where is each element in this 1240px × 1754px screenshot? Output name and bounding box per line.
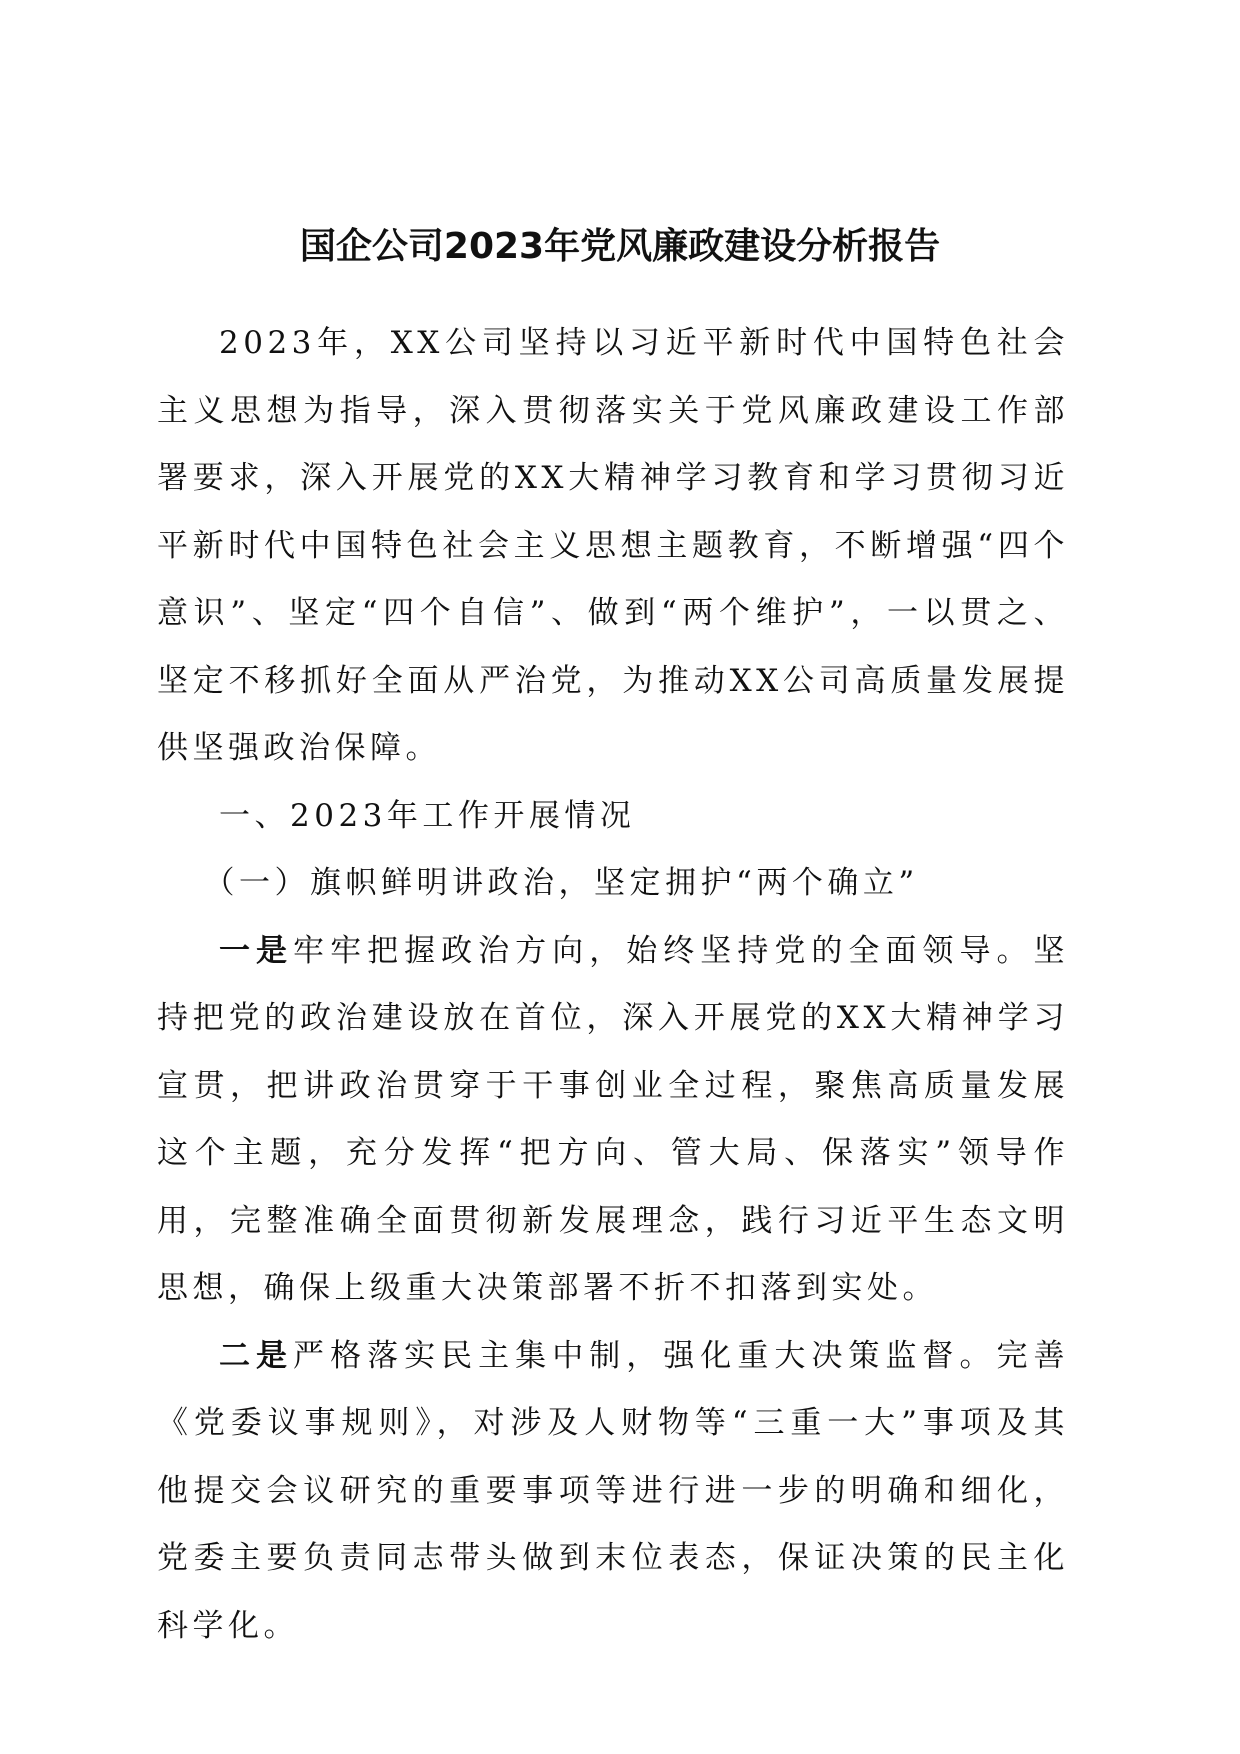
point-text-2: 严格落实民主集中制，强化重大决策监督。完善《党委议事规则》，对涉及人财物等“三重一大”事项及其他提交会议研究的重要事项等进行进一步的明确和细化，党委主要负责同志带头做到末位表态，保证决策的民主化科学化。 <box>157 1337 1069 1644</box>
subsection-heading: （一）旗帜鲜明讲政治，坚定拥护“两个确立” <box>203 865 919 901</box>
intro-paragraph: 2023年，XX公司坚持以习近平新时代中国特色社会主义思想为指导，深入贯彻落实关于党风廉政建设工作部署要求，深入开展党的XX大精神学习教育和学习贯彻习近平新时代中国特色社会主义思想主题教育，不断增强“四个意识”、坚定“四个自信”、做到“两个维护”，一以贯之、坚定不移抓好全面从严治党，为推动XX公司高质量发展提供坚强政治保障。 <box>157 325 1069 766</box>
point-paragraph-1 <box>157 918 1069 1323</box>
point-paragraph-2 <box>157 1323 1069 1661</box>
section-heading: 一、2023年工作开展情况 <box>219 797 636 834</box>
document-body <box>157 310 1069 1660</box>
point-text-1: 牢牢把握政治方向，始终坚持党的全面领导。坚持把党的政治建设放在首位，深入开展党的XX大精神学习宣贯，把讲政治贯穿于干事创业全过程，聚焦高质量发展这个主题，充分发挥“把方向、管大局、保落实”领导作用，完整准确全面贯彻新发展理念，践行习近平生态文明思想，确保上级重大决策部署不折不扣落到实处。 <box>157 932 1069 1306</box>
document-title: 国企公司2023年党风廉政建设分析报告 <box>299 226 941 267</box>
point-lead-2: 二是 <box>219 1337 294 1374</box>
point-lead-1: 一是 <box>219 932 294 969</box>
